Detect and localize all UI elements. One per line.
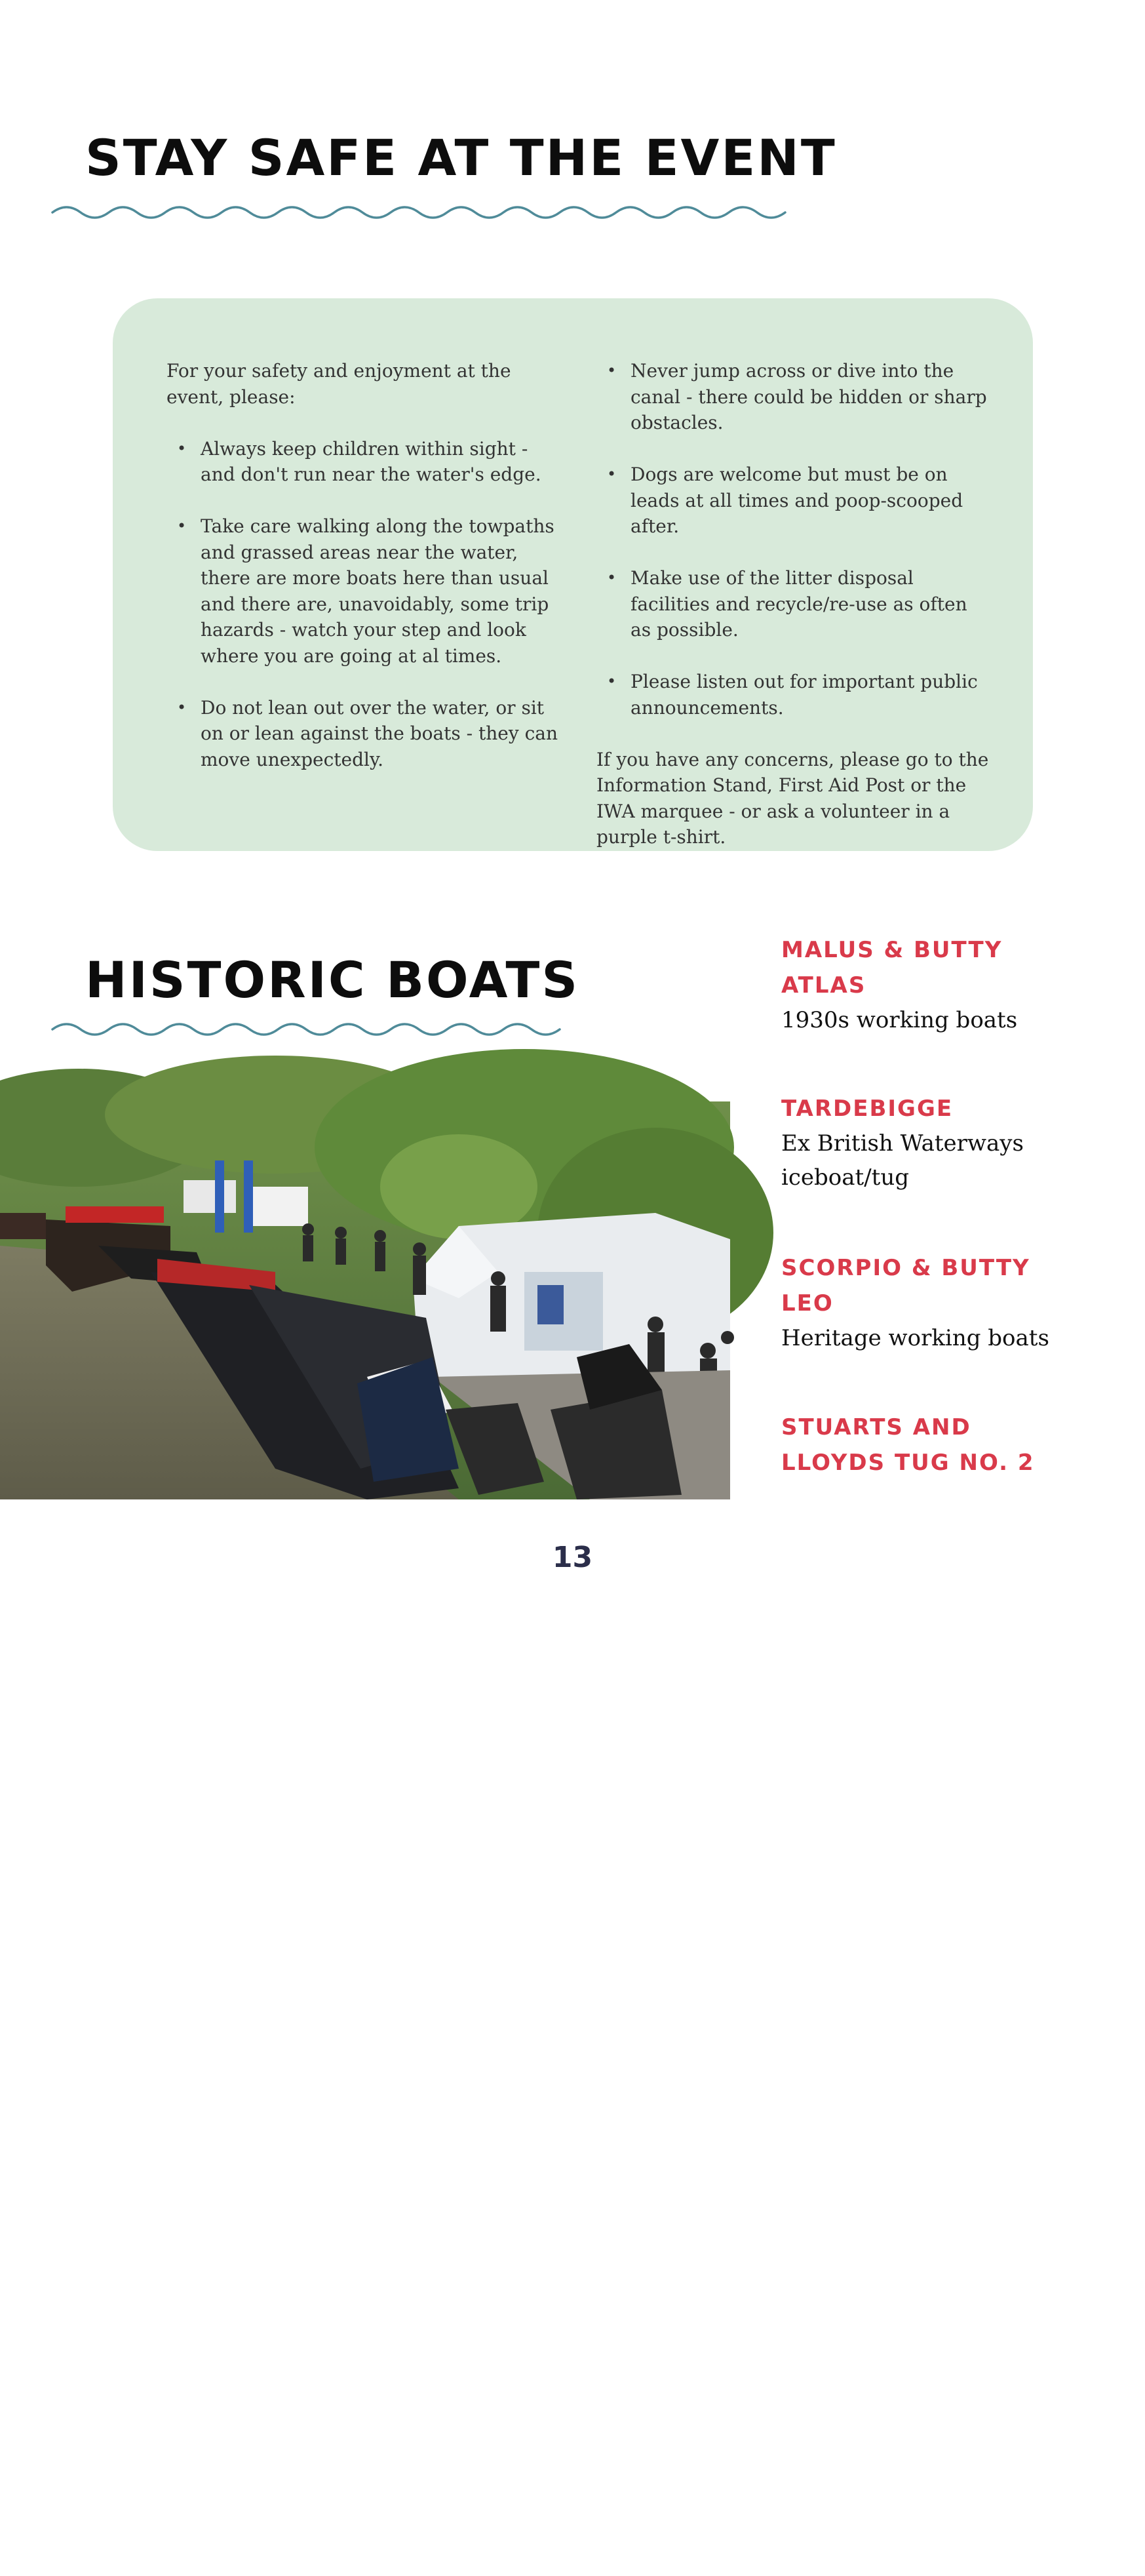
safety-intro: For your safety and enjoyment at the event, please: <box>166 360 511 408</box>
page-number: 13 <box>552 1541 593 1574</box>
safety-right-column <box>596 358 990 850</box>
boat-description: 1930s working boats <box>781 1007 1018 1033</box>
canal-scene-illustration <box>0 1101 730 1499</box>
safety-item: • Please listen out for important public announcements. <box>596 669 990 721</box>
historic-boats-heading: HISTORIC BOATS <box>85 951 580 1009</box>
boat-entry <box>781 1091 1122 1195</box>
safety-item: • Never jump across or dive into the canal - there could be hidden or sharp obstacles. <box>596 358 990 436</box>
safety-item: • Always keep children within sight - and don't run near the water's edge. <box>166 436 560 488</box>
boat-entry <box>781 932 1122 1037</box>
boat-name: SCORPIO & BUTTY <box>781 1255 1030 1281</box>
safety-item: • Take care walking along the towpaths and grassed areas near the water, there are more boats here than usual and there are, unavoidably, some trip hazards - watch your step and look where you are going at al times. <box>166 513 560 669</box>
boat-description: Heritage working boats <box>781 1325 1049 1351</box>
boat-name: ATLAS <box>781 972 866 999</box>
safety-item: • Do not lean out over the water, or sit on or lean against the boats - they can move unexpectedly. <box>166 695 560 773</box>
boat-name: MALUS & BUTTY <box>781 937 1003 963</box>
boat-entry <box>781 1410 1122 1480</box>
boat-description: Ex British Waterways <box>781 1130 1024 1157</box>
photo-caption <box>26 2529 161 2576</box>
photo-caption-line: Christine Smith <box>26 2555 152 2573</box>
boat-name: LLOYDS TUG NO. 2 <box>781 1450 1035 1476</box>
safety-left-column <box>166 358 560 799</box>
boat-entry <box>781 1250 1122 1355</box>
wave-divider-bottom <box>51 1015 556 1048</box>
safety-closing: If you have any concerns, please go to the Information Stand, First Aid Post or the IWA marquee - or ask a volunteer in a purple t-shirt. <box>596 748 989 848</box>
safety-item: • Dogs are welcome but must be on leads at all times and poop-scooped after. <box>596 462 990 540</box>
boat-description: iceboat/tug <box>781 1164 909 1191</box>
wave-divider-top <box>51 198 779 231</box>
safety-heading: STAY SAFE AT THE EVENT <box>85 129 837 187</box>
photo-caption-line: Historic Boats © <box>26 2531 161 2550</box>
boat-name: STUARTS AND <box>781 1414 971 1440</box>
boat-name: TARDEBIGGE <box>781 1096 954 1122</box>
safety-item: • Make use of the litter disposal facilities and recycle/re-use as often as possible. <box>596 565 990 643</box>
boat-name: LEO <box>781 1290 834 1317</box>
